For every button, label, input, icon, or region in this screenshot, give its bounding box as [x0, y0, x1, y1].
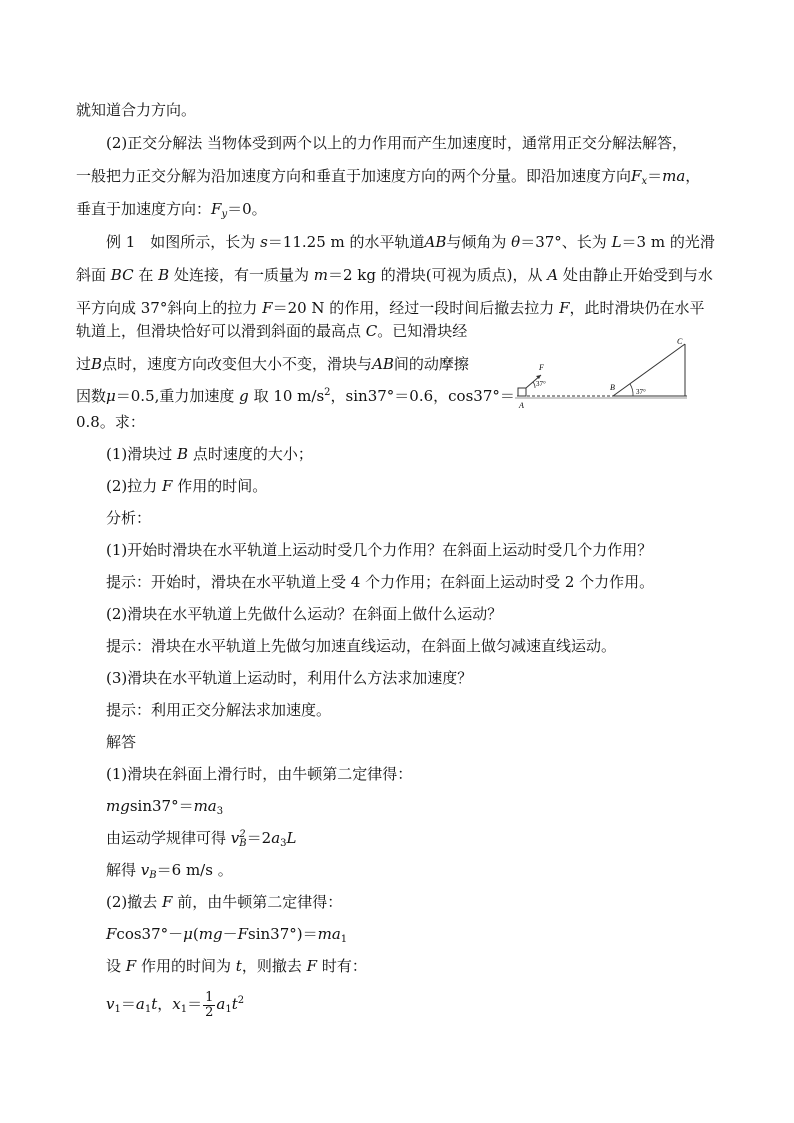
math-symbol: L [286, 829, 297, 847]
math-symbol: F [211, 200, 222, 218]
math-symbol: mg [198, 925, 223, 943]
slider-block [518, 388, 526, 396]
text-run: 与倾角为 [446, 233, 507, 251]
text-run: 设 [106, 957, 122, 975]
text-run: 作用的时间。 [177, 477, 268, 495]
text-run: 。已知滑块经 [377, 322, 468, 340]
math-symbol: μ [106, 387, 116, 405]
text-run: 点时，速度方向改变但大小不变，滑块与 [102, 355, 373, 373]
math-symbol: B [158, 266, 170, 284]
math-superscript: 2 [237, 995, 245, 1006]
text-run: ，此时滑块仍在水平 [569, 299, 705, 317]
section-heading: 分析： [106, 509, 152, 527]
text-run: ，则撤去 [241, 957, 302, 975]
section-heading: 解答 [106, 733, 137, 751]
equation-line [106, 828, 296, 854]
math-symbol: F [306, 957, 318, 975]
math-symbol: v [140, 861, 150, 879]
math-symbol: t [231, 995, 238, 1013]
text-run: (1)滑块过 [106, 445, 173, 463]
equation-line [106, 796, 223, 822]
math-symbol: AB [372, 355, 394, 373]
math-symbol: F [125, 957, 137, 975]
math-symbol: t [235, 957, 242, 975]
text-line: 0.8。求： [76, 413, 145, 431]
math-scripts [239, 830, 246, 848]
math-symbol: F [162, 893, 173, 911]
text-run: ＝ [647, 167, 663, 185]
text-run: 斜面 [76, 266, 107, 284]
text-run: 由运动学规律可得 [106, 829, 227, 847]
text-line [76, 166, 700, 192]
text-run: ＝0。 [227, 200, 267, 218]
math-symbol: g [239, 387, 249, 405]
fraction-numerator: 1 [205, 989, 214, 1005]
math-subscript: 1 [180, 1004, 188, 1015]
math-symbol: AB [424, 233, 447, 251]
question-1 [106, 444, 313, 464]
hint-line: 提示：开始时，滑块在水平轨道上受 4 个力作用；在斜面上运动时受 2 个力作用。 [106, 573, 655, 591]
text-line: 就知道合力方向。 [76, 101, 197, 119]
text-run: ＝0.5,重力加速度 [115, 387, 235, 405]
math-subscript: 3 [216, 806, 224, 817]
text-run: 间的动摩擦 [393, 355, 469, 373]
math-symbol: F [631, 167, 642, 185]
text-run: 取 10 m/s [253, 387, 325, 405]
math-symbol: v [230, 829, 240, 847]
text-run: － [222, 925, 238, 943]
fraction [203, 991, 215, 1020]
text-line: (1)滑块在斜面上滑行时，由牛顿第二定律得： [106, 765, 413, 783]
math-symbol: A [547, 266, 559, 284]
text-run: 解得 [106, 861, 137, 879]
text-run: (2)拉力 [106, 477, 158, 495]
text-run: 平方向成 37°斜向上的拉力 [76, 299, 258, 317]
result-line [106, 860, 233, 886]
math-subscript: 1 [144, 1004, 152, 1015]
text-line [106, 956, 367, 976]
label-point-c: C [677, 337, 683, 346]
example-line [76, 354, 469, 374]
text-run: ＝ [120, 995, 136, 1013]
fraction-denominator: 2 [205, 1004, 214, 1020]
text-run: sin37°＝ [129, 797, 194, 815]
text-run: 点时速度的大小； [192, 445, 313, 463]
text-run: 例 1 如图所示，长为 [106, 233, 256, 251]
text-run: 过 [76, 355, 92, 373]
text-line [76, 199, 267, 225]
text-line: (1)开始时滑块在水平轨道上运动时受几个力作用？在斜面上运动时受几个力作用？ [106, 541, 653, 559]
text-run: (2)撤去 [106, 893, 158, 911]
label-angle-incline: 37° [636, 388, 646, 396]
math-superscript: 2 [239, 829, 246, 840]
question-2 [106, 476, 267, 496]
text-run: 在 [138, 266, 154, 284]
incline-diagram [505, 334, 697, 414]
example-line [76, 298, 705, 318]
math-symbol: F [559, 299, 570, 317]
text-run: 前，由牛顿第二定律得： [177, 893, 343, 911]
math-symbol: F [106, 925, 117, 943]
math-symbol: a [216, 995, 226, 1013]
text-line: (3)滑块在水平轨道上运动时，利用什么方法求加速度？ [106, 669, 473, 687]
text-line: (2)正交分解法 当物体受到两个以上的力作用而产生加速度时，通常用正交分解法解答， [106, 134, 688, 152]
math-symbol: BC [110, 266, 134, 284]
math-symbol: x [172, 995, 181, 1013]
math-symbol: C [365, 322, 378, 340]
equation-line [106, 986, 244, 1025]
text-run: 处由静止开始受到与水 [562, 266, 713, 284]
text-run: cos37°－ [116, 925, 184, 943]
label-point-b: B [610, 383, 615, 392]
text-run: ＝2 kg 的滑块(可视为质点)，从 [328, 266, 543, 284]
math-symbol: B [91, 355, 103, 373]
example-line [76, 321, 467, 341]
math-symbol: F [162, 477, 173, 495]
text-run: 处连接，有一质量为 [173, 266, 309, 284]
math-subscript: 1 [114, 1004, 121, 1015]
math-symbol: F [237, 925, 249, 943]
math-subscript: B [239, 838, 247, 849]
text-run: 垂直于加速度方向： [76, 200, 212, 218]
angle-arc-incline [630, 384, 633, 396]
hint-line: 提示：滑块在水平轨道上先做匀加速直线运动，在斜面上做匀减速直线运动。 [106, 637, 617, 655]
math-subscript: 1 [225, 1004, 232, 1015]
text-run: 因数 [76, 387, 107, 405]
math-subscript: 3 [280, 838, 287, 849]
text-run: 时有： [321, 957, 367, 975]
math-symbol: F [262, 299, 273, 317]
math-symbol: ma [317, 925, 341, 943]
math-symbol: θ [511, 233, 521, 251]
hint-line: 提示：利用正交分解法求加速度。 [106, 701, 332, 719]
text-line [106, 892, 342, 912]
math-symbol: ma [193, 797, 217, 815]
text-run: ，sin37°＝0.6，cos37°＝ [330, 387, 515, 405]
text-run: 轨道上，但滑块恰好可以滑到斜面的最高点 [76, 322, 362, 340]
math-symbol: m [313, 266, 328, 284]
label-force: F [539, 363, 544, 372]
text-run: ＝ [187, 995, 203, 1013]
text-run: 作用的时间为 [141, 957, 232, 975]
equation-line [106, 924, 347, 950]
example-line [76, 383, 515, 406]
math-symbol: a [135, 995, 145, 1013]
label-point-a: A [519, 401, 524, 410]
math-subscript: x [641, 176, 648, 187]
text-line: (2)滑块在水平轨道上先做什么运动？在斜面上做什么运动？ [106, 605, 503, 623]
text-run: ＝2 [246, 829, 272, 847]
label-angle-force: 37° [536, 380, 546, 388]
example-line [76, 265, 713, 285]
text-run: sin37°)＝ [248, 925, 318, 943]
text-run: ＝11.25 m 的水平轨道 [267, 233, 425, 251]
math-symbol: s [260, 233, 268, 251]
text-run: ＝37°、长为 [520, 233, 607, 251]
math-symbol: B [177, 445, 189, 463]
math-symbol: L [611, 233, 622, 251]
math-subscript: B [149, 870, 157, 881]
math-symbol: v [106, 995, 115, 1013]
math-subscript: y [221, 209, 228, 220]
text-run: ， [685, 167, 701, 185]
text-run: ( [192, 925, 199, 943]
text-run: 一般把力正交分解为沿加速度方向和垂直于加速度方向的两个分量。即沿加速度方向 [76, 167, 632, 185]
text-run: ＝6 m/s 。 [156, 861, 233, 879]
math-symbol: a [271, 829, 281, 847]
incline-surface [613, 344, 685, 396]
math-symbol: mg [106, 797, 130, 815]
example-line [106, 232, 715, 252]
text-run: ， [157, 995, 173, 1013]
math-symbol: t [151, 995, 158, 1013]
text-run: ＝20 N 的作用，经过一段时间后撤去拉力 [272, 299, 555, 317]
math-symbol: ma [662, 167, 686, 185]
math-subscript: 1 [340, 934, 348, 945]
angle-arc-force [533, 382, 535, 388]
text-run: ＝3 m 的光滑 [621, 233, 715, 251]
math-symbol: μ [183, 925, 193, 943]
math-superscript: 2 [324, 387, 331, 398]
